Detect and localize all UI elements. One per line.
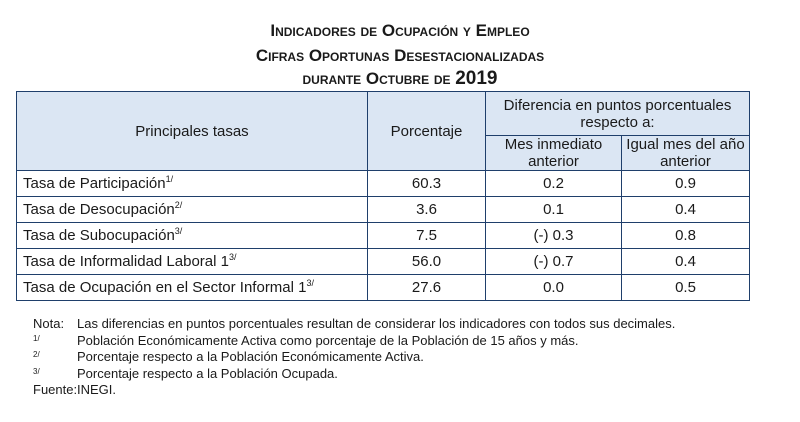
title-line-1: Indicadores de Ocupación y Empleo [270, 21, 530, 40]
title-line-3 [0, 68, 800, 90]
row-prev-month: (-) 0.3 [486, 223, 622, 249]
row-prev-month: 0.2 [486, 171, 622, 197]
row-percentage: 3.6 [368, 197, 486, 223]
note-text: Las diferencias en puntos porcentuales resultan de considerar los indicadores con todos sus decimales. [77, 316, 676, 331]
footnote-1 [33, 333, 675, 350]
footnote-3-text: Porcentaje respecto a la Población Ocupada. [77, 365, 338, 381]
footnote-2-text: Porcentaje respecto a la Población Económicamente Activa. [77, 349, 424, 364]
table-row [17, 249, 750, 275]
row-percentage: 56.0 [368, 249, 486, 275]
footnotes [33, 316, 675, 399]
row-percentage: 27.6 [368, 275, 486, 301]
footnote-2-key: 2/ [33, 350, 40, 359]
note-general [33, 316, 675, 333]
row-prev-month: 0.1 [486, 197, 622, 223]
row-percentage: 60.3 [368, 171, 486, 197]
source-text: INEGI. [77, 382, 117, 397]
row-prev-year: 0.5 [622, 275, 750, 301]
header-igual-mes: Igual mes del año anterior [622, 136, 750, 171]
row-name: Tasa de Participación$^{1/}$ [17, 171, 368, 197]
row-note-ref: 1/ [165, 174, 174, 184]
header-porcentaje: Porcentaje [368, 92, 486, 171]
footnote-2 [33, 349, 675, 366]
header-diferencia: Diferencia en puntos porcentuales respecto a: [486, 92, 750, 136]
row-note-ref: 2/ [174, 200, 183, 210]
row-prev-year: 0.9 [622, 171, 750, 197]
row-name: Tasa de Desocupación$^{2/}$ [17, 197, 368, 223]
source [33, 382, 675, 399]
row-name: Tasa de Informalidad Laboral $1^{3/}$ [17, 249, 368, 275]
indicators-table [16, 91, 750, 301]
table-row [17, 223, 750, 249]
header-mes-inmediato: Mes inmediato anterior [486, 136, 622, 171]
footnote-1-text: Población Económicamente Activa como porcentaje de la Población de 15 años y más. [77, 332, 579, 348]
source-label: Fuente: [33, 382, 78, 397]
row-note-ref: 3/ [228, 252, 237, 262]
row-prev-month: (-) 0.7 [486, 249, 622, 275]
row-prev-month: 0.0 [486, 275, 622, 301]
row-name: Tasa de Subocupación$^{3/}$ [17, 223, 368, 249]
table-row [17, 197, 750, 223]
row-prev-year: 0.4 [622, 249, 750, 275]
title-line-2: Cifras Oportunas Desestacionalizadas [255, 46, 545, 65]
table-row [17, 171, 750, 197]
footnote-3-key: 3/ [33, 366, 40, 376]
row-name: Tasa de Ocupación en el Sector Informal $1^{3/}$ [17, 275, 368, 301]
row-prev-year: 0.4 [622, 197, 750, 223]
header-principales-tasas: Principales tasas [17, 92, 368, 171]
title-period: durante Octubre de [302, 69, 451, 88]
table-row [17, 275, 750, 301]
row-note-ref: 3/ [306, 278, 315, 288]
row-note-ref: 3/ [174, 226, 183, 236]
row-percentage: 7.5 [368, 223, 486, 249]
title-year: 2019 [455, 68, 498, 89]
note-label: Nota: [33, 316, 65, 331]
footnote-3 [33, 366, 675, 383]
row-prev-year: 0.8 [622, 223, 750, 249]
footnote-1-key: 1/ [33, 333, 40, 343]
